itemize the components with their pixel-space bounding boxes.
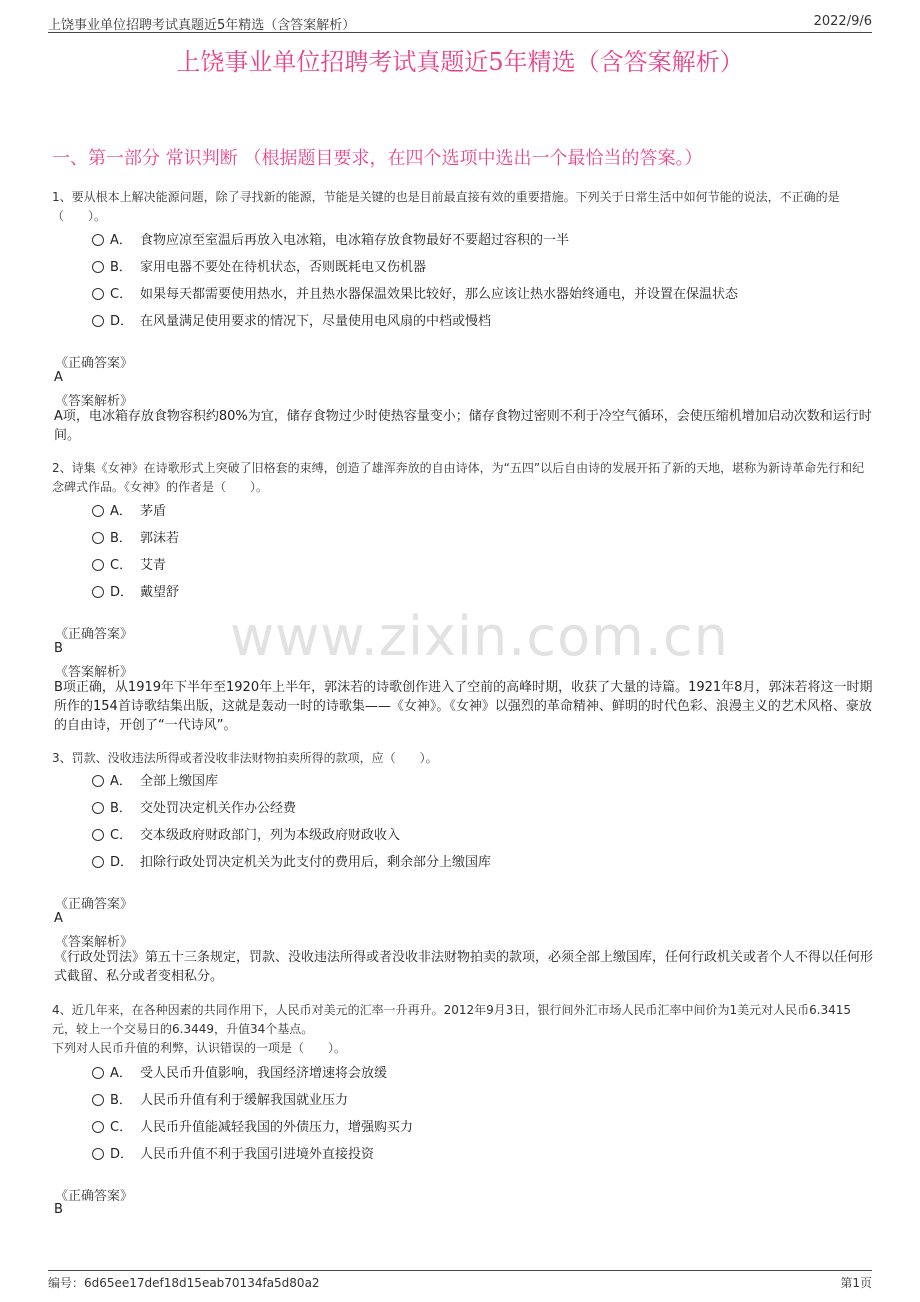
radio-icon[interactable] (92, 1148, 104, 1160)
header-doc-title: 上饶事业单位招聘考试真题近5年精选（含答案解析） (48, 18, 356, 33)
page-footer (48, 1270, 872, 1291)
option-b[interactable]: B． 家用电器不要处在待机状态，否则既耗电又伤机器 (92, 256, 426, 278)
option-a[interactable]: A． 受人民币升值影响，我国经济增速将会放缓 (92, 1062, 387, 1084)
section-heading: 一、第一部分 常识判断 （根据题目要求，在四个选项中选出一个最恰当的答案。） (52, 148, 703, 169)
option-d[interactable]: D． 在风量满足使用要求的情况下，尽量使用电风扇的中档或慢档 (92, 310, 491, 332)
watermark: www.zixin.com.cn (230, 605, 729, 668)
question-stem: 1、要从根本上解决能源问题，除了寻找新的能源，节能是关键的也是目前最直接有效的重要措施。下列关于日常生活中如何节能的说法，不正确的是（ ）。 (52, 190, 840, 223)
option-c[interactable]: C． 艾青 (92, 554, 166, 576)
page-title: 上饶事业单位招聘考试真题近5年精选（含答案解析） (176, 48, 744, 76)
radio-icon[interactable] (92, 1094, 104, 1106)
option-c[interactable]: C． 交本级政府财政部门，列为本级政府财政收入 (92, 824, 400, 846)
radio-icon[interactable] (92, 505, 104, 517)
radio-icon[interactable] (92, 586, 104, 598)
correct-answer: B (54, 641, 63, 656)
analysis-label: 《答案解析》 (55, 665, 134, 680)
option-d[interactable]: D． 人民币升值不利于我国引进境外直接投资 (92, 1143, 374, 1165)
radio-icon[interactable] (92, 234, 104, 246)
analysis-label: 《答案解析》 (55, 935, 134, 950)
page-header (48, 12, 872, 33)
radio-icon[interactable] (92, 559, 104, 571)
radio-icon[interactable] (92, 532, 104, 544)
correct-answer: A (54, 911, 63, 926)
header-date: 2022/9/6 (813, 14, 872, 29)
option-b[interactable]: B． 郭沫若 (92, 527, 179, 549)
option-a[interactable]: A． 食物应凉至室温后再放入电冰箱，电冰箱存放食物最好不要超过容积的一半 (92, 229, 569, 251)
correct-answer-label: 《正确答案》 (55, 897, 134, 912)
analysis-text: B项正确，从1919年下半年至1920年上半年，郭沫若的诗歌创作进入了空前的高峰时期，收获了大量的诗篇。1921年8月，郭沫若将这一时期所作的154首诗歌结集出版，这就是轰动一时的诗歌集——《女神》。《女神》以强烈的革命精神、鲜明的时代色彩、浪漫主义的艺术风格、豪放的自由诗，开创了“一代诗风”。 (54, 680, 873, 733)
option-c[interactable]: C． 人民币升值能减轻我国的外债压力，增强购买力 (92, 1116, 413, 1138)
radio-icon[interactable] (92, 856, 104, 868)
radio-icon[interactable] (92, 1067, 104, 1079)
correct-answer: A (54, 370, 63, 385)
option-a[interactable]: A． 全部上缴国库 (92, 770, 218, 792)
radio-icon[interactable] (92, 315, 104, 327)
option-c[interactable]: C． 如果每天都需要使用热水，并且热水器保温效果比较好，那么应该让热水器始终通电，并设置在保温状态 (92, 283, 738, 305)
option-a[interactable]: A． 茅盾 (92, 500, 166, 522)
radio-icon[interactable] (92, 775, 104, 787)
option-b[interactable]: B． 人民币升值有利于缓解我国就业压力 (92, 1089, 348, 1111)
analysis-label: 《答案解析》 (55, 394, 134, 409)
correct-answer: B (54, 1202, 63, 1217)
option-b[interactable]: B． 交处罚决定机关作办公经费 (92, 797, 296, 819)
question-stem: 3、罚款、没收违法所得或者没收非法财物拍卖所得的款项，应（ ）。 (52, 751, 438, 765)
option-d[interactable]: D． 戴望舒 (92, 581, 179, 603)
radio-icon[interactable] (92, 288, 104, 300)
option-d[interactable]: D． 扣除行政处罚决定机关为此支付的费用后，剩余部分上缴国库 (92, 851, 491, 873)
question-stem: 4、近几年来，在各种因素的共同作用下，人民币对美元的汇率一升再升。2012年9月3日，银行间外汇市场人民币汇率中间价为1美元对人民币6.3415元，较上一个交易日的6.3449，升值34个基点。 下列对人民币升值的利弊，认识错误的一项是（ ）。 (52, 1003, 852, 1055)
correct-answer-label: 《正确答案》 (55, 356, 134, 371)
question-stem: 2、诗集《女神》在诗歌形式上突破了旧格套的束缚，创造了雄浑奔放的自由诗体，为“五四”以后自由诗的发展开拓了新的天地，堪称为新诗革命先行和纪念碑式作品。《女神》的作者是（ ）。 (52, 461, 865, 494)
radio-icon[interactable] (92, 261, 104, 273)
document-id: 编号：6d65ee17def18d15eab70134fa5d80a2 (48, 1276, 320, 1290)
radio-icon[interactable] (92, 802, 104, 814)
analysis-text: 《行政处罚法》第五十三条规定，罚款、没收违法所得或者没收非法财物拍卖的款项，必须全部上缴国库，任何行政机关或者个人不得以任何形式截留、私分或者变相私分。 (54, 950, 874, 984)
analysis-text: A项，电冰箱存放食物容积约80%为宜，储存食物过少时使热容量变小；储存食物过密则不利于冷空气循环，会使压缩机增加启动次数和运行时间。 (54, 409, 872, 443)
page-number: 第1页 (840, 1276, 872, 1290)
radio-icon[interactable] (92, 829, 104, 841)
correct-answer-label: 《正确答案》 (55, 1189, 134, 1204)
correct-answer-label: 《正确答案》 (55, 627, 134, 642)
radio-icon[interactable] (92, 1121, 104, 1133)
